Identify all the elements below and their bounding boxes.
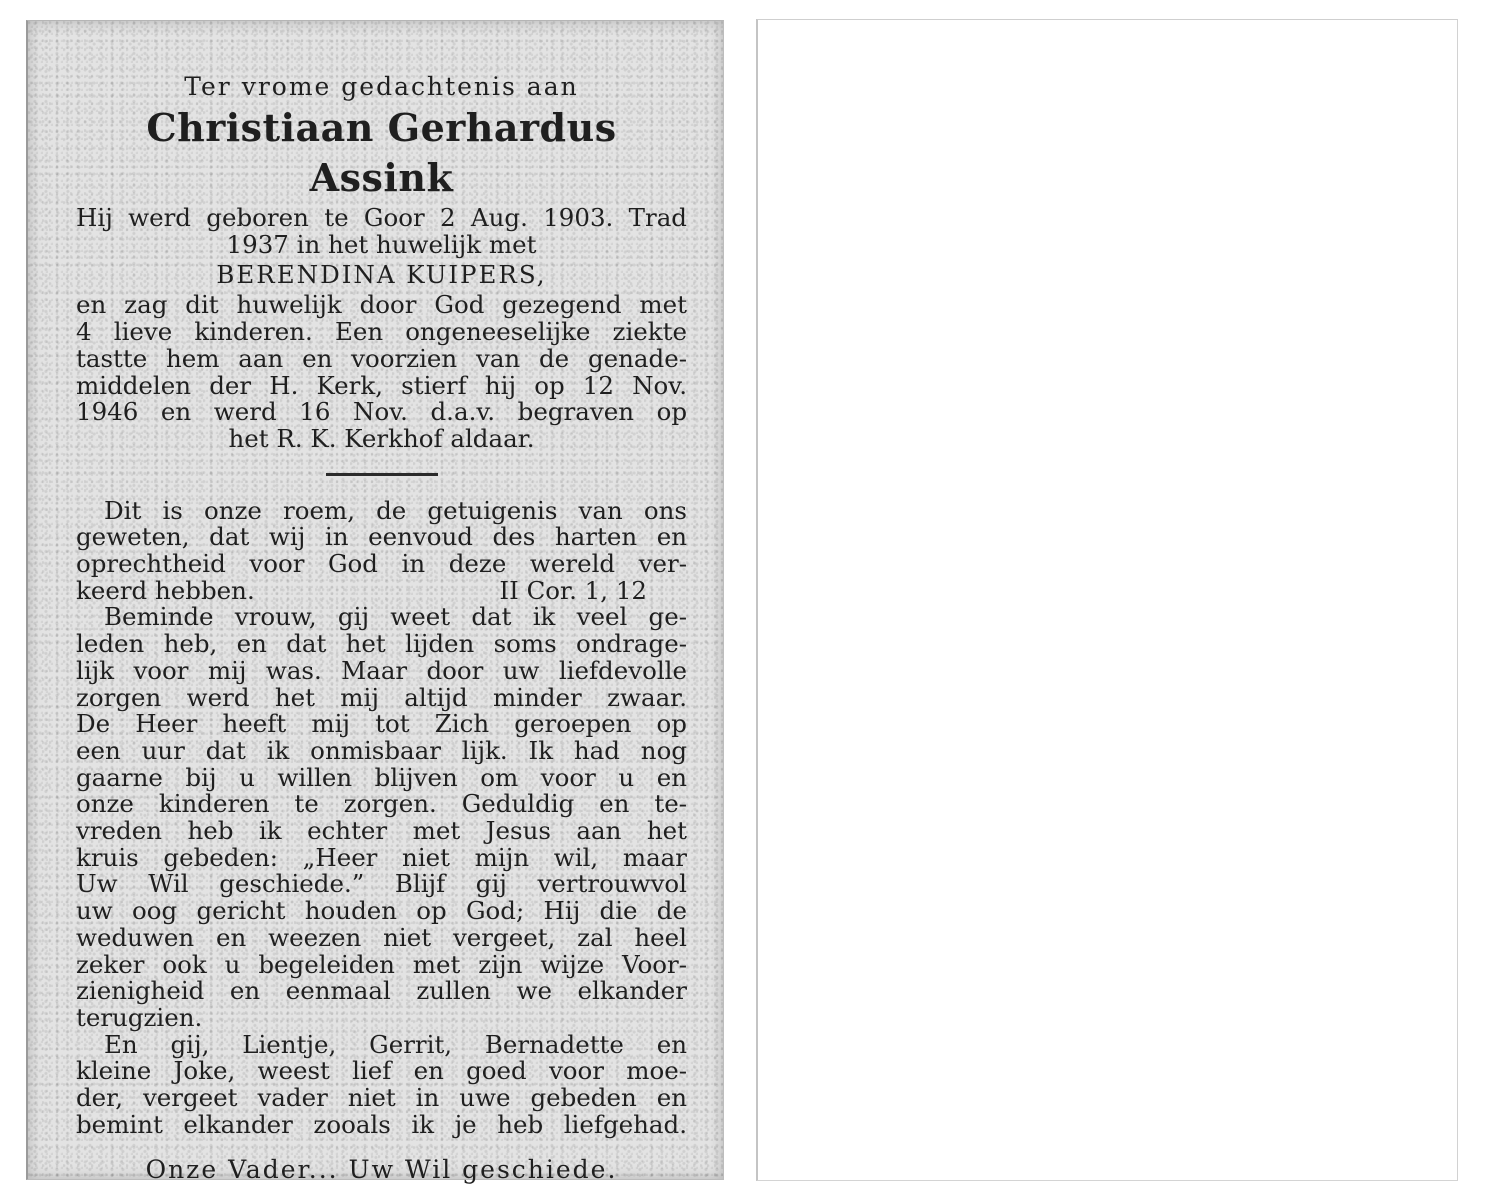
message-block <box>76 604 687 1031</box>
children-line: En gij, Lientje, Gerrit, Bernadette en <box>104 1029 687 1059</box>
message-line: terugzien. <box>76 1002 203 1032</box>
message-line: zeker ook u begeleiden met zijn wijze Voor- <box>76 949 687 979</box>
scripture-block <box>76 495 687 605</box>
message-line: weduwen en weezen niet vergeet, zal heel <box>76 922 687 952</box>
message-line: gaarne bij u willen blijven om voor u en <box>76 762 687 792</box>
scripture-line: Dit is onze roem, de getuigenis van ons <box>104 495 687 525</box>
message-line: Uw Wil geschiede.” Blijf gij vertrouwvol <box>76 869 687 899</box>
biography-line: 1946 en werd 16 Nov. d.a.v. begraven op <box>76 397 687 427</box>
message-line: vreden heb ik echter met Jesus aan het <box>76 816 687 846</box>
memorial-card-front <box>26 20 724 1184</box>
children-line: kleine Joke, weest lief en goed voor moe- <box>76 1056 687 1086</box>
spouse-name: BERENDINA KUIPERS, <box>216 260 547 290</box>
message-line: zienigheid en eenmaal zullen we elkander <box>76 976 687 1006</box>
section-divider <box>326 473 438 476</box>
scripture-last-line <box>76 575 687 605</box>
biography-line: tastte hem aan en voorzien van de genade- <box>76 343 687 373</box>
biography-line: het R. K. Kerkhof aldaar. <box>228 423 535 453</box>
biography-block <box>76 205 687 453</box>
message-line: onze kinderen te zorgen. Geduldig en te- <box>76 789 687 819</box>
children-block <box>76 1029 687 1139</box>
closing-prayer: Onze Vader... Uw Wil geschiede. <box>145 1154 618 1184</box>
scripture-citation: II Cor. 1, 12 <box>499 575 647 605</box>
memorial-card-back <box>756 19 1458 1181</box>
children-line: der, vergeet vader niet in uwe gebeden en <box>76 1083 687 1113</box>
message-line: lijk voor mij was. Maar door uw liefdevolle <box>76 655 687 685</box>
message-line: uw oog gericht houden op God; Hij die de <box>76 896 687 926</box>
deceased-name: Christiaan Gerhardus Assink <box>146 105 617 200</box>
scripture-text-end: keerd hebben. <box>76 575 255 605</box>
biography-line: 1937 in het huwelijk met <box>226 229 537 259</box>
message-line: een uur dat ik onmisbaar lijk. Ik had nog <box>76 735 687 765</box>
biography-line: Hij werd geboren te Goor 2 Aug. 1903. Trad <box>76 203 687 232</box>
biography-line: en zag dit huwelijk door God gezegend met <box>76 290 687 320</box>
message-line: De Heer heeft mij tot Zich geroepen op <box>76 709 687 739</box>
card-heading: Ter vrome gedachtenis aan <box>184 72 579 101</box>
children-line: bemint elkander zooals ik je heb liefgehad. <box>76 1109 687 1139</box>
message-line: leden heb, en dat het lijden soms ondrage- <box>76 629 687 659</box>
biography-line: middelen der H. Kerk, stierf hij op 12 Nov. <box>76 370 687 400</box>
biography-line: 4 lieve kinderen. Een ongeneeselijke ziekte <box>76 317 687 347</box>
message-line: kruis gebeden: „Heer niet mijn wil, maar <box>76 842 687 872</box>
message-line: Beminde vrouw, gij weet dat ik veel ge- <box>104 602 687 632</box>
message-line: zorgen werd het mij altijd minder zwaar. <box>76 682 687 712</box>
scripture-line: oprechtheid voor God in deze wereld ver- <box>76 549 687 579</box>
scripture-line: geweten, dat wij in eenvoud des harten en <box>76 522 687 552</box>
